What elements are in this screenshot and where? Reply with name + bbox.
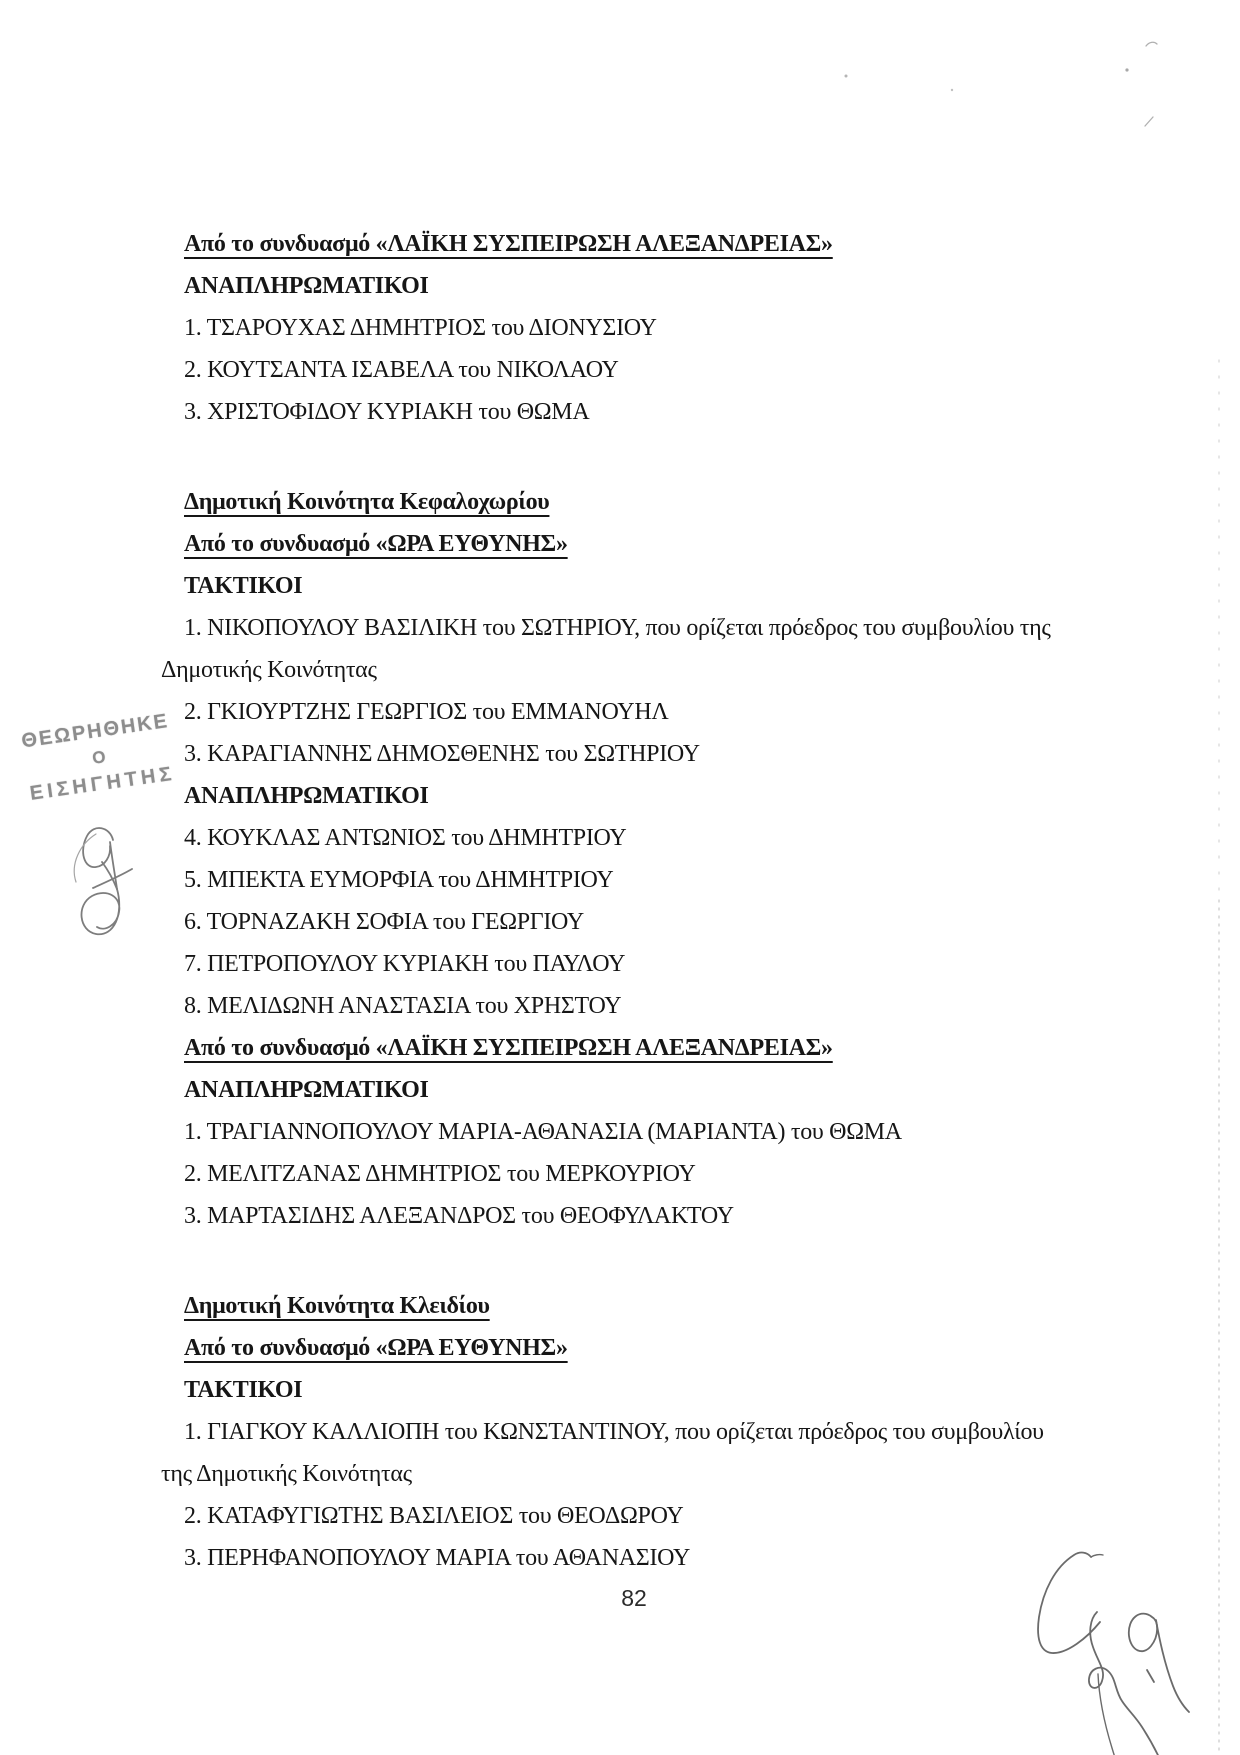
- doc-line-item: 2. ΓΚΙΟΥΡΤΖΗΣ ΓΕΩΡΓΙΟΣ του ΕΜΜΑΝΟΥΗΛ: [184, 699, 669, 725]
- doc-line-item: 2. ΜΕΛΙΤΖΑΝΑΣ ΔΗΜΗΤΡΙΟΣ του ΜΕΡΚΟΥΡΙΟΥ: [184, 1161, 696, 1187]
- doc-line-item: 1. ΤΡΑΓΙΑΝΝΟΠΟΥΛΟΥ ΜΑΡΙΑ-ΑΘΑΝΑΣΙΑ (ΜΑΡΙΑΝΤΑ) του ΘΩΜΑ: [184, 1119, 902, 1145]
- page-number: 82: [621, 1585, 647, 1611]
- doc-line-item: 2. ΚΑΤΑΦΥΓΙΩΤΗΣ ΒΑΣΙΛΕΙΟΣ του ΘΕΟΔΩΡΟΥ: [184, 1503, 684, 1529]
- doc-line-label: ΑΝΑΠΛΗΡΩΜΑΤΙΚΟΙ: [184, 1077, 429, 1103]
- doc-line-item: 2. ΚΟΥΤΣΑΝΤΑ ΙΣΑΒΕΛΑ του ΝΙΚΟΛΑΟΥ: [184, 357, 619, 383]
- doc-line-cont: της Δημοτικής Κοινότητας: [161, 1461, 412, 1487]
- stamp-text-line: ΘΕΩΡΗΘΗΚΕ: [20, 710, 171, 753]
- doc-line-party: Από το συνδυασμό «ΛΑΪΚΗ ΣΥΣΠΕΙΡΩΣΗ ΑΛΕΞΑΝΔΡΕΙΑΣ»: [184, 231, 833, 257]
- doc-line-party: Από το συνδυασμό «ΩΡΑ ΕΥΘΥΝΗΣ»: [184, 531, 568, 557]
- doc-line-item: 3. ΠΕΡΗΦΑΝΟΠΟΥΛΟΥ ΜΑΡΙΑ του ΑΘΑΝΑΣΙΟΥ: [184, 1545, 691, 1571]
- doc-line-item: 1. ΤΣΑΡΟΥΧΑΣ ΔΗΜΗΤΡΙΟΣ του ΔΙΟΝΥΣΙΟΥ: [184, 315, 657, 341]
- stamp-text-line: Ο: [91, 747, 107, 768]
- document-body: [161, 229, 1210, 1585]
- doc-line-community: Δημοτική Κοινότητα Κλειδίου: [184, 1293, 490, 1319]
- doc-line-cont: Δημοτικής Κοινότητας: [161, 657, 377, 683]
- scan-specks: [845, 42, 1158, 126]
- doc-line-item: 6. ΤΟΡΝΑΖΑΚΗ ΣΟΦΙΑ του ΓΕΩΡΓΙΟΥ: [184, 909, 584, 935]
- doc-line-item: 3. ΜΑΡΤΑΣΙΔΗΣ ΑΛΕΞΑΝΔΡΟΣ του ΘΕΟΦΥΛΑΚΤΟΥ: [184, 1203, 734, 1229]
- doc-line-item: 1. ΓΙΑΓΚΟΥ ΚΑΛΛΙΟΠΗ του ΚΩΝΣΤΑΝΤΙΝΟΥ, που ορίζεται πρόεδρος του συμβουλίου: [184, 1419, 1044, 1445]
- doc-line-item: 7. ΠΕΤΡΟΠΟΥΛΟΥ ΚΥΡΙΑΚΗ του ΠΑΥΛΟΥ: [184, 951, 626, 977]
- doc-line-gap: [161, 439, 1210, 487]
- doc-line-gap: [161, 1243, 1210, 1291]
- doc-line-item: 4. ΚΟΥΚΛΑΣ ΑΝΤΩΝΙΟΣ του ΔΗΜΗΤΡΙΟΥ: [184, 825, 627, 851]
- doc-line-community: Δημοτική Κοινότητα Κεφαλοχωρίου: [184, 489, 550, 515]
- doc-line-item: 8. ΜΕΛΙΔΩΝΗ ΑΝΑΣΤΑΣΙΑ του ΧΡΗΣΤΟΥ: [184, 993, 622, 1019]
- doc-line-item: 5. ΜΠΕΚΤΑ ΕΥΜΟΡΦΙΑ του ΔΗΜΗΤΡΙΟΥ: [184, 867, 614, 893]
- doc-line-label: ΑΝΑΠΛΗΡΩΜΑΤΙΚΟΙ: [184, 273, 429, 299]
- doc-line-party: Από το συνδυασμό «ΛΑΪΚΗ ΣΥΣΠΕΙΡΩΣΗ ΑΛΕΞΑΝΔΡΕΙΑΣ»: [184, 1035, 833, 1061]
- doc-line-item: 1. ΝΙΚΟΠΟΥΛΟΥ ΒΑΣΙΛΙΚΗ του ΣΩΤΗΡΙΟΥ, που ορίζεται πρόεδρος του συμβουλίου της: [184, 615, 1051, 641]
- stamp-text-line: ΕΙΣΗΓΗΤΗΣ: [28, 762, 177, 805]
- stamp-signature-mark: [74, 828, 132, 934]
- doc-line-item: 3. ΧΡΙΣΤΟΦΙΔΟΥ ΚΥΡΙΑΚΗ του ΘΩΜΑ: [184, 399, 590, 425]
- doc-line-label: ΑΝΑΠΛΗΡΩΜΑΤΙΚΟΙ: [184, 783, 429, 809]
- doc-line-label: ΤΑΚΤΙΚΟΙ: [184, 573, 303, 599]
- doc-line-label: ΤΑΚΤΙΚΟΙ: [184, 1377, 303, 1403]
- doc-line-party: Από το συνδυασμό «ΩΡΑ ΕΥΘΥΝΗΣ»: [184, 1335, 568, 1361]
- doc-line-item: 3. ΚΑΡΑΓΙΑΝΝΗΣ ΔΗΜΟΣΘΕΝΗΣ του ΣΩΤΗΡΙΟΥ: [184, 741, 700, 767]
